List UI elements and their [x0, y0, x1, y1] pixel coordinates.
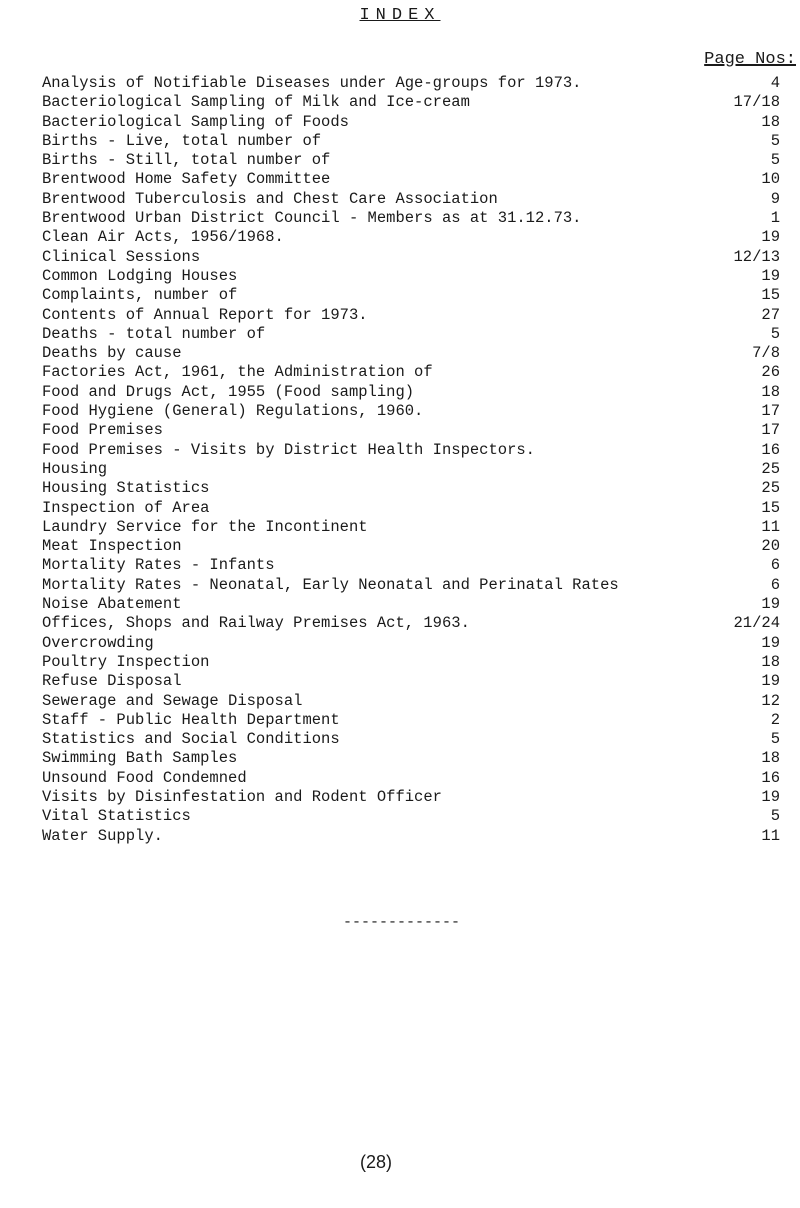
index-entry	[42, 614, 780, 633]
index-entry	[42, 441, 780, 460]
entry-title: Poultry Inspection	[42, 652, 210, 671]
entry-page: 11	[761, 517, 780, 536]
entry-title: Housing	[42, 459, 108, 478]
index-entry	[42, 537, 780, 556]
entry-page: 17/18	[733, 93, 780, 112]
entry-page: 5	[770, 730, 780, 749]
entry-page: 16	[761, 768, 780, 787]
entry-page: 17	[761, 402, 780, 421]
index-entry	[42, 267, 780, 286]
entry-title: Food Hygiene (General) Regulations, 1960.	[42, 402, 424, 421]
entry-title: Brentwood Home Safety Committee	[42, 170, 331, 189]
index-entry	[42, 170, 780, 189]
entry-title: Staff - Public Health Department	[42, 710, 340, 729]
entry-title: Noise Abatement	[42, 595, 182, 614]
index-entry	[42, 556, 780, 575]
entry-title: Births - Live, total number of	[42, 131, 322, 150]
entry-page: 19	[761, 787, 780, 806]
index-entry	[42, 228, 780, 247]
index-entry	[42, 672, 780, 691]
entry-page: 12	[761, 691, 780, 710]
index-entry	[42, 827, 780, 846]
entry-page: 6	[770, 575, 780, 594]
entry-title: Meat Inspection	[42, 537, 182, 556]
index-entry	[42, 286, 780, 305]
entry-title: Mortality Rates - Neonatal, Early Neonatal and Perinatal Rates	[42, 575, 619, 594]
entry-title: Laundry Service for the Incontinent	[42, 517, 368, 536]
entry-page: 19	[761, 633, 780, 652]
index-entry	[42, 190, 780, 209]
index-title: INDEX	[359, 6, 441, 25]
entry-title: Sewerage and Sewage Disposal	[42, 691, 303, 710]
index-entry	[42, 113, 780, 132]
entry-page: 18	[761, 112, 780, 131]
entry-page: 15	[761, 498, 780, 517]
entry-page: 5	[770, 151, 780, 170]
entry-page: 17	[761, 421, 780, 440]
entry-page: 2	[770, 710, 780, 729]
index-entry	[42, 74, 780, 93]
entry-title: Inspection of Area	[42, 498, 210, 517]
index-entry	[42, 711, 780, 730]
entry-page: 6	[770, 556, 780, 575]
entry-page: 5	[770, 324, 780, 343]
entry-title: Water Supply.	[42, 826, 163, 845]
entry-title: Unsound Food Condemned	[42, 768, 247, 787]
index-entry	[42, 325, 780, 344]
index-entry	[42, 248, 780, 267]
entry-page: 16	[761, 440, 780, 459]
entry-page: 27	[761, 305, 780, 324]
index-entry	[42, 306, 780, 325]
entry-title: Clean Air Acts, 1956/1968.	[42, 228, 284, 247]
entry-title: Bacteriological Sampling of Milk and Ice-cream	[42, 93, 470, 112]
entry-title: Swimming Bath Samples	[42, 749, 238, 768]
divider-line: -------------	[343, 914, 461, 931]
index-entry	[42, 151, 780, 170]
entry-page: 19	[761, 266, 780, 285]
entry-title: Food Premises - Visits by District Health Inspectors.	[42, 440, 535, 459]
index-entry	[42, 576, 780, 595]
index-entry	[42, 499, 780, 518]
index-entry	[42, 730, 780, 749]
entry-page: 21/24	[733, 614, 780, 633]
index-entry	[42, 653, 780, 672]
page-nos-header: Page Nos:	[704, 50, 796, 69]
entry-title: Refuse Disposal	[42, 672, 182, 691]
index-entry	[42, 132, 780, 151]
entry-title: Clinical Sessions	[42, 247, 201, 266]
entry-title: Food and Drugs Act, 1955 (Food sampling)	[42, 382, 415, 401]
index-entry	[42, 518, 780, 537]
entry-title: Deaths - total number of	[42, 324, 266, 343]
entry-page: 11	[761, 826, 780, 845]
entry-page: 9	[770, 189, 780, 208]
index-entry	[42, 402, 780, 421]
entry-title: Statistics and Social Conditions	[42, 730, 340, 749]
entry-title: Bacteriological Sampling of Foods	[42, 112, 349, 131]
entry-page: 18	[761, 652, 780, 671]
index-entry	[42, 383, 780, 402]
index-entry	[42, 363, 780, 382]
entry-page: 5	[770, 131, 780, 150]
entry-page: 18	[761, 749, 780, 768]
entry-title: Visits by Disinfestation and Rodent Officer	[42, 787, 442, 806]
entry-page: 18	[761, 382, 780, 401]
entry-title: Vital Statistics	[42, 807, 191, 826]
index-entry	[42, 209, 780, 228]
entry-title: Brentwood Urban District Council - Members as at 31.12.73.	[42, 209, 582, 228]
index-entry	[42, 344, 780, 363]
entry-title: Births - Still, total number of	[42, 151, 331, 170]
entry-page: 1	[770, 209, 780, 228]
entry-page: 15	[761, 286, 780, 305]
entry-title: Mortality Rates - Infants	[42, 556, 275, 575]
entry-page: 12/13	[733, 247, 780, 266]
entry-page: 19	[761, 595, 780, 614]
index-entry	[42, 479, 780, 498]
index-entry	[42, 460, 780, 479]
entry-page: 5	[770, 807, 780, 826]
entry-title: Housing Statistics	[42, 479, 210, 498]
entry-title: Deaths by cause	[42, 344, 182, 363]
entry-title: Brentwood Tuberculosis and Chest Care Association	[42, 189, 498, 208]
entry-page: 4	[770, 74, 780, 92]
entry-page: 19	[761, 672, 780, 691]
entry-title: Overcrowding	[42, 633, 154, 652]
entry-title: Factories Act, 1961, the Administration of	[42, 363, 433, 382]
entry-title: Contents of Annual Report for 1973.	[42, 305, 368, 324]
entry-page: 25	[761, 459, 780, 478]
entry-title: Offices, Shops and Railway Premises Act, 1963.	[42, 614, 470, 633]
entry-title: Analysis of Notifiable Diseases under Age-groups for 1973.	[42, 74, 582, 92]
page-number: (28)	[360, 1152, 393, 1172]
entry-page: 10	[761, 170, 780, 189]
entry-page: 20	[761, 537, 780, 556]
index-entry	[42, 93, 780, 112]
index-entry	[42, 807, 780, 826]
entry-page: 19	[761, 228, 780, 247]
entry-page: 26	[761, 363, 780, 382]
index-entry	[42, 595, 780, 614]
entry-title: Common Lodging Houses	[42, 266, 238, 285]
index-entry	[42, 749, 780, 768]
entry-title: Food Premises	[42, 421, 163, 440]
index-entry	[42, 692, 780, 711]
entry-page: 25	[761, 479, 780, 498]
entry-title: Complaints, number of	[42, 286, 238, 305]
index-list	[42, 74, 780, 846]
index-entry	[42, 421, 780, 440]
index-entry	[42, 788, 780, 807]
entry-page: 7/8	[752, 344, 780, 363]
index-entry	[42, 769, 780, 788]
index-entry	[42, 634, 780, 653]
